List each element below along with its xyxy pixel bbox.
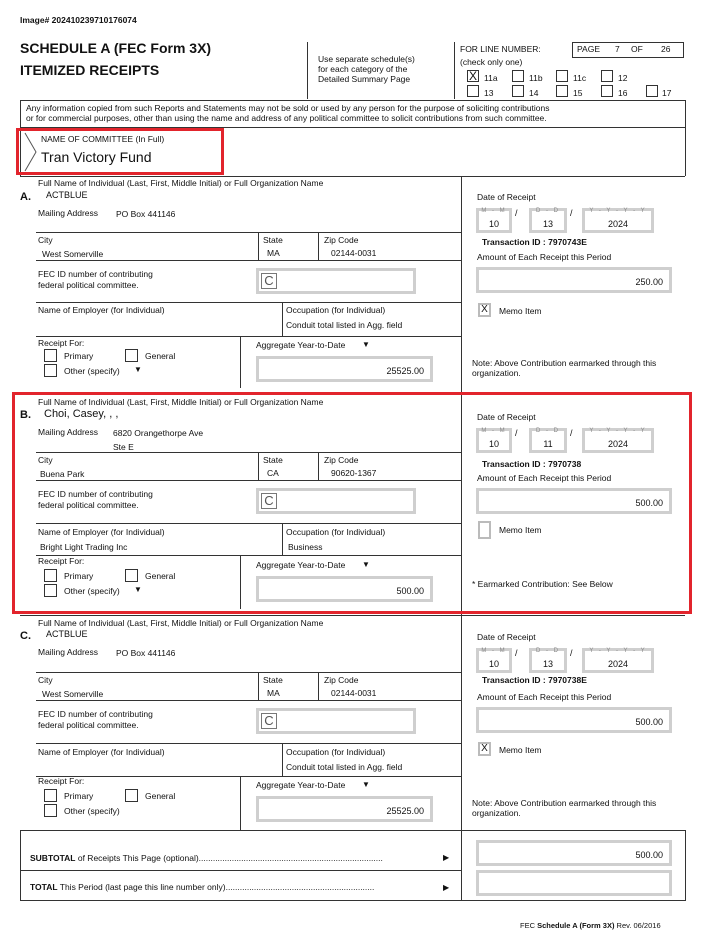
- committee-label: NAME OF COMMITTEE (In Full): [41, 134, 165, 144]
- receipt-for-label: Receipt For:: [38, 556, 85, 566]
- other-checkbox[interactable]: [44, 804, 57, 817]
- employer-value: Bright Light Trading Inc: [40, 542, 128, 552]
- primary-checkbox[interactable]: [44, 789, 57, 802]
- amount-label: Amount of Each Receipt this Period: [477, 252, 612, 262]
- itemized-receipts-title: ITEMIZED RECEIPTS: [20, 62, 160, 78]
- transaction-id: Transaction ID : 7970738: [482, 459, 582, 469]
- entry-note: * Earmarked Contribution: See Below: [472, 579, 613, 589]
- fec-id-label: FEC ID number of contributing federal political committee.: [38, 709, 153, 730]
- line-15-label: 15: [573, 88, 583, 98]
- day-field[interactable]: D - D 13: [529, 208, 567, 233]
- state-value: MA: [267, 248, 280, 258]
- month-field[interactable]: M - M 10: [476, 648, 512, 673]
- instructions: Use separate schedule(s) for each category of the Detailed Summary Page: [318, 54, 415, 84]
- total-label: TOTAL This Period (last page this line number only)...............................................................: [30, 882, 375, 892]
- mailing-label: Mailing Address: [38, 427, 99, 437]
- entry-letter: B.: [20, 409, 31, 421]
- line-11c-label: 11c: [573, 73, 587, 83]
- fec-id-field[interactable]: C: [256, 708, 416, 734]
- zip-label: Zip Code: [324, 675, 359, 685]
- occupation-value: Conduit total listed in Agg. field: [286, 762, 403, 772]
- entry-letter: A.: [20, 191, 31, 203]
- fec-id-label: FEC ID number of contributing federal political committee.: [38, 489, 153, 510]
- mailing-label: Mailing Address: [38, 208, 99, 218]
- other-label: Other (specify): [64, 586, 120, 596]
- year-field[interactable]: Y - Y - Y - Y 2024: [582, 428, 654, 453]
- address-line1: 6820 Orangethorpe Ave: [113, 428, 204, 438]
- transaction-id: Transaction ID : 7970738E: [482, 675, 587, 685]
- state-label: State: [263, 455, 283, 465]
- zip-label: Zip Code: [324, 235, 359, 245]
- committee-name: Tran Victory Fund: [41, 149, 152, 165]
- zip-value: 02144-0031: [331, 248, 377, 258]
- day-field[interactable]: D - D 13: [529, 648, 567, 673]
- caret-down-icon: ▼: [362, 560, 370, 569]
- occupation-label: Occupation (for Individual): [286, 305, 386, 315]
- occupation-value: Conduit total listed in Agg. field: [286, 320, 403, 330]
- checkbox-11b[interactable]: [512, 70, 524, 82]
- line-11a-label: 11a: [484, 73, 498, 83]
- zip-value: 90620-1367: [331, 468, 377, 478]
- occupation-label: Occupation (for Individual): [286, 747, 386, 757]
- aggregate-field[interactable]: 500.00: [256, 576, 433, 602]
- line-16-label: 16: [618, 88, 628, 98]
- city-label: City: [38, 235, 53, 245]
- day-field[interactable]: D - D 11: [529, 428, 567, 453]
- check-only-one: (check only one): [460, 57, 523, 67]
- checkbox-12[interactable]: [601, 70, 613, 82]
- city-value: West Somerville: [42, 249, 104, 259]
- amount-label: Amount of Each Receipt this Period: [477, 473, 612, 483]
- checkbox-17[interactable]: [646, 85, 658, 97]
- caret-down-icon: ▼: [362, 340, 370, 349]
- city-label: City: [38, 455, 53, 465]
- city-value: West Somerville: [42, 689, 104, 699]
- address-line1: PO Box 441146: [116, 209, 176, 219]
- checkbox-16[interactable]: [601, 85, 613, 97]
- mailing-label: Mailing Address: [38, 647, 99, 657]
- other-checkbox[interactable]: [44, 364, 57, 377]
- entry-letter: C.: [20, 630, 31, 642]
- month-field[interactable]: M - M 10: [476, 208, 512, 233]
- contributor-name: ACTBLUE: [46, 190, 88, 200]
- general-checkbox[interactable]: [125, 349, 138, 362]
- receipt-for-label: Receipt For:: [38, 776, 85, 786]
- checkbox-11a[interactable]: X: [468, 69, 477, 83]
- year-field[interactable]: Y - Y - Y - Y 2024: [582, 208, 654, 233]
- notice-text: Any information copied from such Reports and Statements may not be sold or used by any person for the purpose of soliciting contributions or for commercial purposes, other than using the name and address of any political committee to solicit contributions from such committee.: [26, 103, 550, 123]
- page-indicator: PAGE 7 OF 26: [572, 42, 684, 58]
- month-field[interactable]: M - M 10: [476, 428, 512, 453]
- entry-note: Note: Above Contribution earmarked through this organization.: [472, 798, 657, 818]
- aggregate-label: Aggregate Year-to-Date: [256, 780, 346, 790]
- amount-field[interactable]: 250.00: [476, 267, 672, 293]
- memo-checkbox[interactable]: [478, 521, 491, 539]
- memo-label: Memo Item: [499, 525, 542, 535]
- aggregate-field[interactable]: 25525.00: [256, 796, 433, 822]
- general-checkbox[interactable]: [125, 569, 138, 582]
- zip-label: Zip Code: [324, 455, 359, 465]
- caret-right-icon: ▶: [443, 883, 450, 892]
- occupation-label: Occupation (for Individual): [286, 527, 386, 537]
- contributor-name: ACTBLUE: [46, 629, 88, 639]
- transaction-id: Transaction ID : 7970743E: [482, 237, 587, 247]
- zip-value: 02144-0031: [331, 688, 377, 698]
- aggregate-label: Aggregate Year-to-Date: [256, 560, 346, 570]
- line-13-label: 13: [484, 88, 494, 98]
- memo-checkbox[interactable]: X: [478, 303, 491, 317]
- occupation-value: Business: [288, 542, 323, 552]
- state-label: State: [263, 675, 283, 685]
- primary-checkbox[interactable]: [44, 569, 57, 582]
- fec-id-field[interactable]: C: [256, 268, 416, 294]
- other-label: Other (specify): [64, 806, 120, 816]
- primary-checkbox[interactable]: [44, 349, 57, 362]
- line-17-label: 17: [662, 88, 672, 98]
- state-label: State: [263, 235, 283, 245]
- general-label: General: [145, 571, 176, 581]
- aggregate-field[interactable]: 25525.00: [256, 356, 433, 382]
- full-name-label: Full Name of Individual (Last, First, Middle Initial) or Full Organization Name: [38, 178, 324, 188]
- checkbox-11c[interactable]: [556, 70, 568, 82]
- general-checkbox[interactable]: [125, 789, 138, 802]
- other-checkbox[interactable]: [44, 584, 57, 597]
- receipt-for-label: Receipt For:: [38, 338, 85, 348]
- checkbox-15[interactable]: [556, 85, 568, 97]
- city-label: City: [38, 675, 53, 685]
- date-label: Date of Receipt: [477, 632, 536, 642]
- schedule-title: SCHEDULE A (FEC Form 3X): [20, 40, 212, 56]
- caret-right-icon: ▶: [443, 853, 450, 862]
- employer-label: Name of Employer (for Individual): [38, 527, 165, 537]
- state-value: CA: [267, 468, 279, 478]
- amount-field[interactable]: 500.00: [476, 707, 672, 733]
- employer-label: Name of Employer (for Individual): [38, 305, 165, 315]
- address-line2: Ste E: [113, 442, 134, 452]
- state-value: MA: [267, 688, 280, 698]
- fec-id-label: FEC ID number of contributing federal political committee.: [38, 269, 153, 290]
- caret-down-icon: ▼: [362, 780, 370, 789]
- memo-label: Memo Item: [499, 306, 542, 316]
- full-name-label: Full Name of Individual (Last, First, Middle Initial) or Full Organization Name: [38, 397, 324, 407]
- line-11b-label: 11b: [529, 73, 543, 83]
- image-number: Image# 202410239710176074: [20, 15, 137, 25]
- address-line1: PO Box 441146: [116, 648, 176, 658]
- aggregate-label: Aggregate Year-to-Date: [256, 340, 346, 350]
- fec-id-field[interactable]: C: [256, 488, 416, 514]
- primary-label: Primary: [64, 351, 94, 361]
- employer-label: Name of Employer (for Individual): [38, 747, 165, 757]
- entry-note: Note: Above Contribution earmarked through this organization.: [472, 358, 657, 378]
- checkbox-13[interactable]: [467, 85, 479, 97]
- subtotal-label: SUBTOTAL of Receipts This Page (optional)..............................................................................: [30, 853, 383, 863]
- year-field[interactable]: Y - Y - Y - Y 2024: [582, 648, 654, 673]
- date-label: Date of Receipt: [477, 192, 536, 202]
- subtotal-field[interactable]: 500.00: [476, 840, 672, 866]
- date-label: Date of Receipt: [477, 412, 536, 422]
- contributor-name: Choi, Casey, , ,: [44, 408, 119, 420]
- for-line-label: FOR LINE NUMBER:: [460, 44, 541, 54]
- other-label: Other (specify): [64, 366, 120, 376]
- general-label: General: [145, 791, 176, 801]
- total-field[interactable]: [476, 870, 672, 896]
- city-value: Buena Park: [40, 469, 85, 479]
- caret-down-icon: ▼: [134, 585, 142, 594]
- primary-label: Primary: [64, 571, 94, 581]
- full-name-label: Full Name of Individual (Last, First, Middle Initial) or Full Organization Name: [38, 618, 324, 628]
- chevron-right-icon: [24, 132, 38, 172]
- amount-label: Amount of Each Receipt this Period: [477, 692, 612, 702]
- form-footer: FEC Schedule A (Form 3X) Rev. 06/2016: [520, 921, 661, 930]
- primary-label: Primary: [64, 791, 94, 801]
- caret-down-icon: ▼: [134, 365, 142, 374]
- checkbox-14[interactable]: [512, 85, 524, 97]
- line-14-label: 14: [529, 88, 539, 98]
- memo-label: Memo Item: [499, 745, 542, 755]
- memo-checkbox[interactable]: X: [478, 742, 491, 756]
- line-12-label: 12: [618, 73, 628, 83]
- general-label: General: [145, 351, 176, 361]
- amount-field[interactable]: 500.00: [476, 488, 672, 514]
